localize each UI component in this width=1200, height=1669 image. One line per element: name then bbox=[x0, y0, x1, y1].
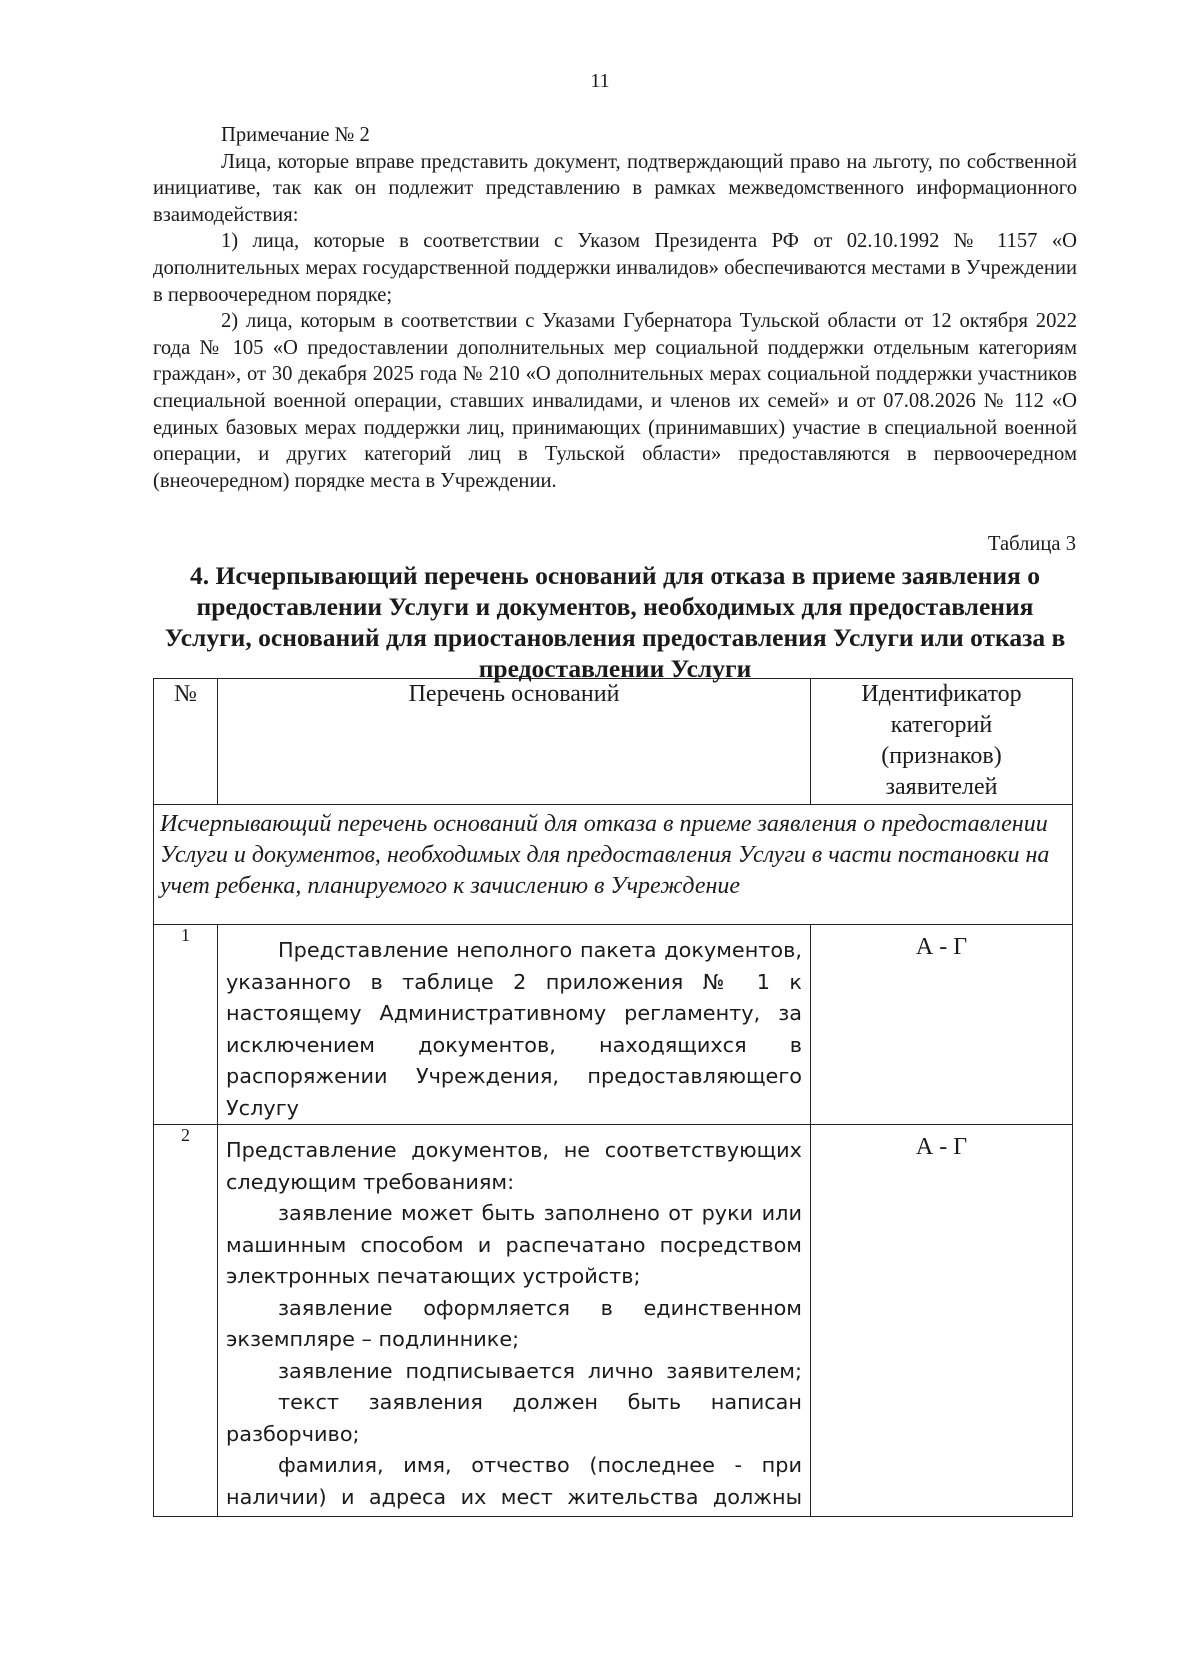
header-identifier: Идентификатор категорий (признаков) заявителей bbox=[811, 679, 1073, 805]
row-number: 1 bbox=[154, 925, 218, 1125]
section-heading: 4. Исчерпывающий перечень оснований для отказа в приеме заявления о предоставлении Услуги и документов, необходимых для предоставления Услуги, оснований для приостановления предоставления Услуги или отказа в предоставлении Услуги bbox=[164, 561, 1066, 683]
table-caption: Таблица 3 bbox=[987, 533, 1076, 555]
note-item-1: 1) лица, которые в соответствии с Указом Президента РФ от 02.10.1992 № 1157 «О дополнительных мерах государственной поддержки инвалидов» обеспечиваются местами в Учреждении в первоочередном порядке; bbox=[153, 230, 1077, 306]
text-line: машинным способом и распечатано посредством bbox=[226, 1232, 802, 1257]
text-line: настоящему Административному регламенту, за bbox=[226, 1001, 802, 1025]
header-num: № bbox=[154, 679, 218, 805]
text-line: наличии) и адреса их мест жительства должны bbox=[226, 1484, 802, 1509]
text-line: заявление подписывается лично заявителем; bbox=[278, 1358, 802, 1383]
text-line: текст заявления должен быть написан bbox=[278, 1390, 802, 1414]
row-identifier: А - Г bbox=[811, 925, 1073, 1125]
note-title: Примечание № 2 bbox=[221, 124, 370, 146]
table-row bbox=[154, 925, 1073, 1125]
text-line: заявление может быть заполнено от руки или bbox=[278, 1201, 802, 1225]
row-identifier: А - Г bbox=[811, 1125, 1073, 1517]
text-line: заявление оформляется в единственном bbox=[278, 1295, 802, 1320]
text-line: Представление документов, не соответствующих bbox=[226, 1138, 802, 1162]
text-line: указанного в таблице 2 приложения № 1 к bbox=[226, 969, 802, 994]
header-grounds: Перечень оснований bbox=[218, 679, 811, 805]
text-line: электронных печатающих устройств; bbox=[226, 1264, 641, 1288]
section-title-cell: Исчерпывающий перечень оснований для отказа в приеме заявления о предоставлении Услуги и документов, необходимых для предоставления Услуги в части постановки на учет ребенка, планируемого к зачислению в Учреждение bbox=[154, 805, 1073, 925]
text-line: Представление неполного пакета документов, bbox=[278, 938, 802, 962]
page-number: 11 bbox=[590, 70, 610, 92]
table-row bbox=[154, 1125, 1073, 1517]
table-section-row bbox=[154, 805, 1073, 925]
text-line: экземпляре – подлиннике; bbox=[226, 1327, 520, 1351]
text-line: разборчиво; bbox=[226, 1421, 360, 1446]
note-block bbox=[153, 122, 1077, 494]
row-number: 2 bbox=[154, 1125, 218, 1517]
text-line: распоряжении Учреждения, предоставляющего bbox=[226, 1064, 802, 1088]
text-line: фамилия, имя, отчество (последнее - при bbox=[278, 1453, 802, 1477]
row-grounds-text bbox=[218, 1125, 811, 1517]
text-line: следующим требованиям: bbox=[226, 1169, 515, 1194]
text-line: исключением документов, находящихся в bbox=[226, 1032, 802, 1057]
text-line: Услугу bbox=[226, 1095, 299, 1120]
note-intro: Лица, которые вправе представить документ, подтверждающий право на льготу, по собственной инициативе, так как он подлежит представлению в рамках межведомственного информационного взаимодействия: bbox=[153, 150, 1077, 226]
table-header-row bbox=[154, 679, 1073, 805]
note-item-2: 2) лица, которым в соответствии с Указами Губернатора Тульской области от 12 октября 2022 года № 105 «О предоставлении дополнительных мер социальной поддержки отдельным категориям граждан», от 30 декабря 2025 года № 210 «О дополнительных мерах социальной поддержки участников специальной военной операции, ставших инвалидами, и членов их семей» и от 07.08.2026 № 112 «О единых базовых мерах поддержки лиц, принимающих (принимавших) участие в специальной военной операции, и других категорий лиц в Тульской области» предоставляются в первоочередном (внеочередном) порядке места в Учреждении. bbox=[153, 310, 1077, 492]
row-grounds-text bbox=[218, 925, 811, 1125]
grounds-table bbox=[153, 678, 1073, 1517]
